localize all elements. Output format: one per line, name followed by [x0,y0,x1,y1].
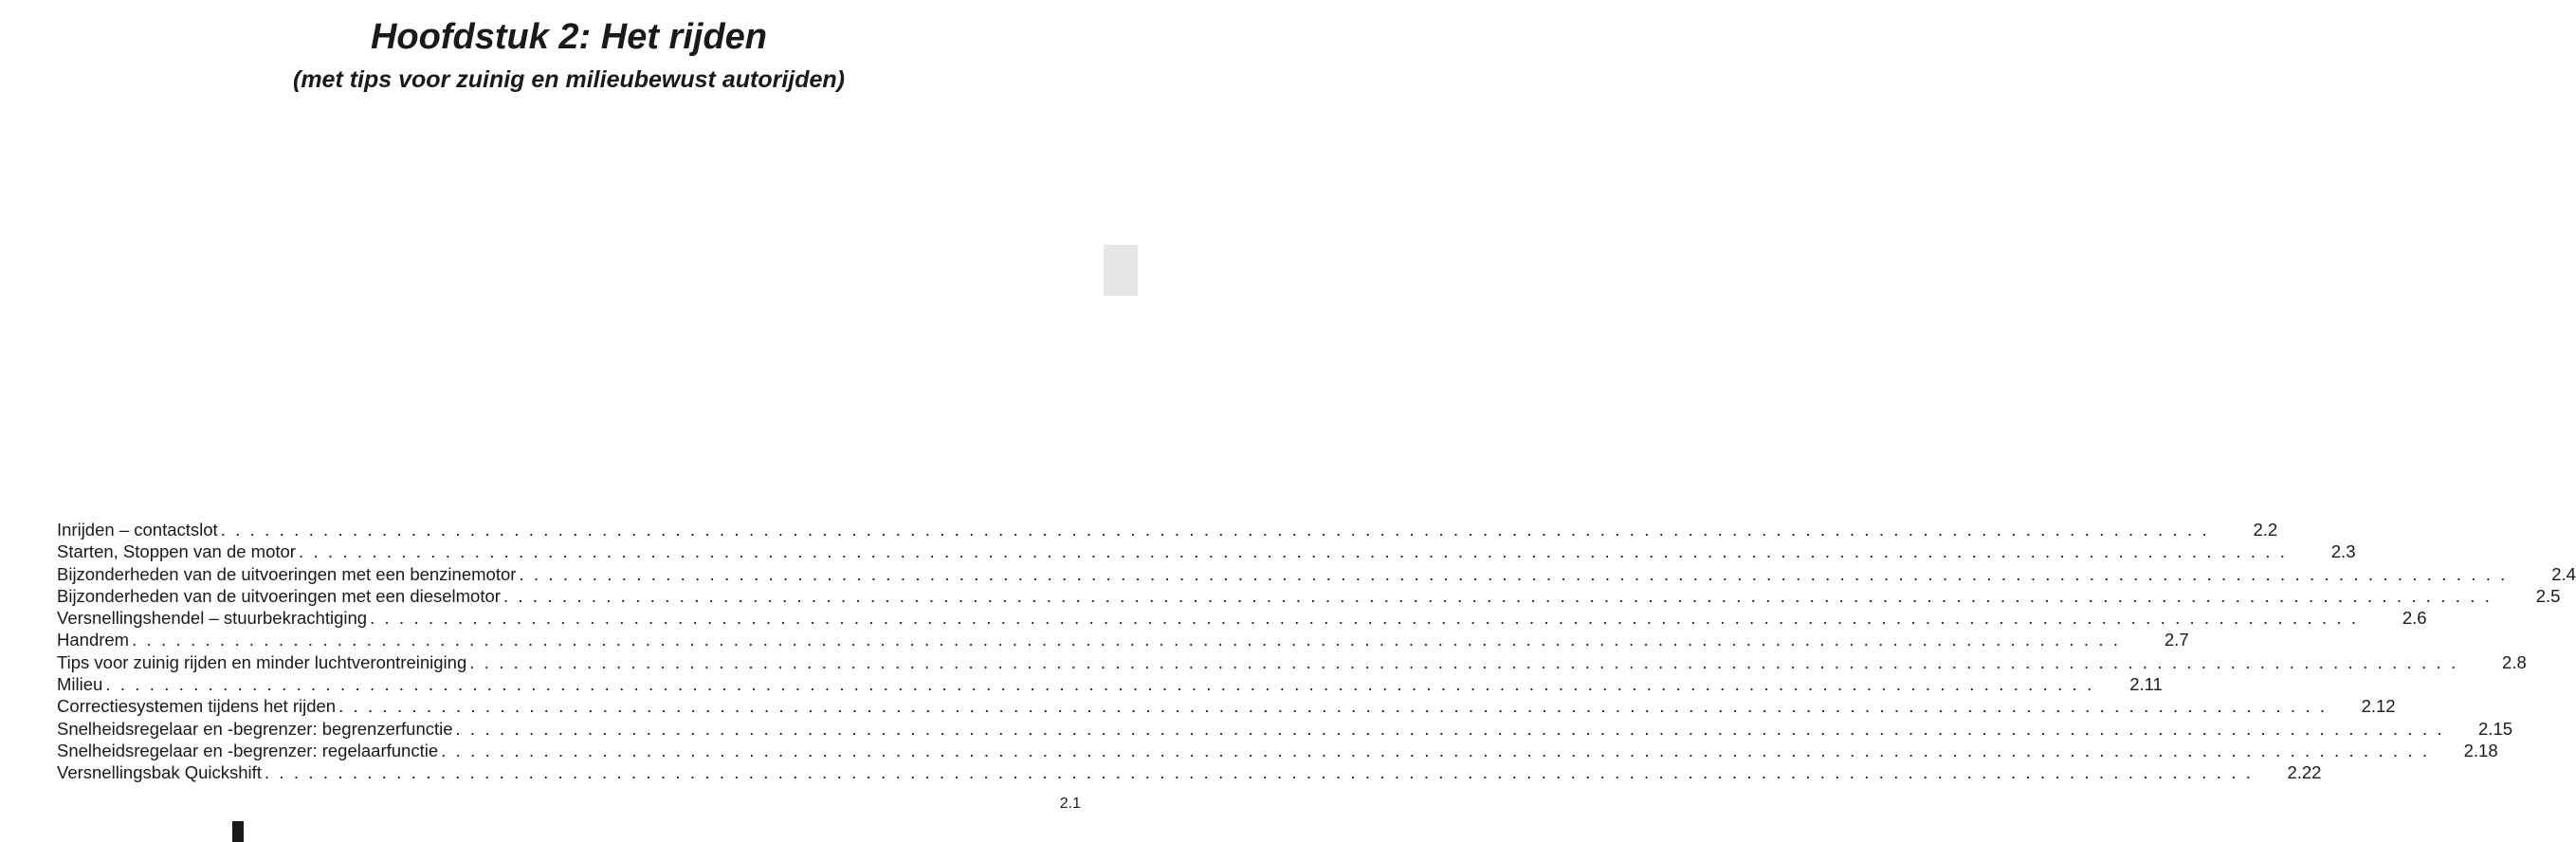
toc-dot-leader: . . . . . . . . . . . . . . . . . . . . . . . . . . . . . . . . . . . . . . . . . . . . . . . . . . . . . . . . . . . . . . . . . . . . . . . . . . . . . . . . . . . . . . . . . . . . . . . . . . . . . . . . . . . . . . . . . . . . . . . . . . . . . . . . . . . . . . . . [338,696,2328,717]
toc-entry[interactable] [57,563,2576,585]
toc-entry-label: Versnellingshendel – stuurbekrachtiging [57,608,368,629]
toc-entry-label: Milieu [57,674,103,695]
toc-dot-leader: . . . . . . . . . . . . . . . . . . . . . . . . . . . . . . . . . . . . . . . . . . . . . . . . . . . . . . . . . . . . . . . . . . . . . . . . . . . . . . . . . . . . . . . . . . . . . . . . . . . . . . . . . . . . . . . . . . . . . . . . . . . . . . . . . . . . . . . . [502,585,2493,606]
toc-entry-page: 2.15 [2478,718,2513,739]
toc-dot-leader: . . . . . . . . . . . . . . . . . . . . . . . . . . . . . . . . . . . . . . . . . . . . . . . . . . . . . . . . . . . . . . . . . . . . . . . . . . . . . . . . . . . . . . . . . . . . . . . . . . . . . . . . . . . . . . . . . . . . . . . . . . . . . . . . . . . . . . . . [298,541,2288,562]
toc-entry[interactable] [57,651,2527,673]
toc-dot-leader: . . . . . . . . . . . . . . . . . . . . . . . . . . . . . . . . . . . . . . . . . . . . . . . . . . . . . . . . . . . . . . . . . . . . . . . . . . . . . . . . . . . . . . . . . . . . . . . . . . . . . . . . . . . . . . . . . . . . . . . . . . . . . . . . . . . . . . . . [132,630,2121,650]
toc-entry-label: Snelheidsregelaar en -begrenzer: begrenzerfunctie [57,718,453,739]
toc-entry-page: 2.2 [2253,520,2278,540]
chapter-subtitle: (met tips voor zuinig en milieubewust autorijden) [293,66,845,93]
toc-entry[interactable] [57,673,2163,695]
toc-entry-page: 2.12 [2361,696,2396,717]
toc-entry-page: 2.8 [2502,651,2527,672]
toc-entry-page: 2.4 [2551,563,2576,584]
toc-entry[interactable] [57,695,2396,717]
page-number: 2.1 [1059,796,1081,812]
toc-entry-page: 2.3 [2330,541,2356,562]
toc-entry-label: Inrijden – contactslot [57,520,218,540]
chapter-tab-marker [1104,245,1138,296]
toc-entry-label: Versnellingsbak Quickshift [57,762,262,783]
chapter-title: Hoofdstuk 2: Het rijden [370,17,768,57]
toc-entry-label: Bijzonderheden van de uitvoeringen met een dieselmotor [57,585,501,606]
toc-dot-leader: . . . . . . . . . . . . . . . . . . . . . . . . . . . . . . . . . . . . . . . . . . . . . . . . . . . . . . . . . . . . . . . . . . . . . . . . . . . . . . . . . . . . . . . . . . . . . . . . . . . . . . . . . . . . . . . . . . . . . . . . . . . . . . . . . . . . . . . . [264,762,2254,783]
toc-entry-label: Starten, Stoppen van de motor [57,541,296,562]
toc-entry[interactable] [57,740,2498,761]
toc-entry[interactable] [57,629,2189,650]
toc-entry-label: Bijzonderheden van de uitvoeringen met een benzinemotor [57,563,517,584]
crop-mark [232,821,244,842]
toc-entry-page: 2.22 [2287,762,2322,783]
toc-entry[interactable] [57,718,2513,740]
table-of-contents [57,519,2576,784]
toc-entry-label: Handrem [57,630,130,650]
toc-entry[interactable] [57,519,2278,540]
toc-dot-leader: . . . . . . . . . . . . . . . . . . . . . . . . . . . . . . . . . . . . . . . . . . . . . . . . . . . . . . . . . . . . . . . . . . . . . . . . . . . . . . . . . . . . . . . . . . . . . . . . . . . . . . . . . . . . . . . . . . . . . . . . . . . . . . . . . . . . . . . . [370,608,2359,629]
toc-entry-page: 2.7 [2164,630,2189,650]
toc-dot-leader: . . . . . . . . . . . . . . . . . . . . . . . . . . . . . . . . . . . . . . . . . . . . . . . . . . . . . . . . . . . . . . . . . . . . . . . . . . . . . . . . . . . . . . . . . . . . . . . . . . . . . . . . . . . . . . . . . . . . . . . . . . . . . . . . . . . . . . . . [441,740,2430,760]
toc-dot-leader: . . . . . . . . . . . . . . . . . . . . . . . . . . . . . . . . . . . . . . . . . . . . . . . . . . . . . . . . . . . . . . . . . . . . . . . . . . . . . . . . . . . . . . . . . . . . . . . . . . . . . . . . . . . . . . . . . . . . . . . . . . . . . . . . . . . . . . . . [105,674,2094,695]
toc-entry-page: 2.6 [2402,608,2427,629]
toc-entry-page: 2.5 [2535,585,2561,606]
toc-entry[interactable] [57,540,2356,562]
toc-entry-label: Tips voor zuinig rijden en minder luchtverontreiniging [57,651,467,672]
toc-dot-leader: . . . . . . . . . . . . . . . . . . . . . . . . . . . . . . . . . . . . . . . . . . . . . . . . . . . . . . . . . . . . . . . . . . . . . . . . . . . . . . . . . . . . . . . . . . . . . . . . . . . . . . . . . . . . . . . . . . . . . . . . . . . . . . . . . . . . . . . . [455,718,2445,739]
toc-entry-label: Snelheidsregelaar en -begrenzer: regelaarfunctie [57,740,439,760]
toc-dot-leader: . . . . . . . . . . . . . . . . . . . . . . . . . . . . . . . . . . . . . . . . . . . . . . . . . . . . . . . . . . . . . . . . . . . . . . . . . . . . . . . . . . . . . . . . . . . . . . . . . . . . . . . . . . . . . . . . . . . . . . . . . . . . . . . . . . . . . . . . [519,563,2508,584]
toc-dot-leader: . . . . . . . . . . . . . . . . . . . . . . . . . . . . . . . . . . . . . . . . . . . . . . . . . . . . . . . . . . . . . . . . . . . . . . . . . . . . . . . . . . . . . . . . . . . . . . . . . . . . . . . . . . . . . . . . . . . . . . . . . . . . . . . . . . . . . . . . [469,651,2458,672]
toc-entry[interactable] [57,607,2427,629]
toc-dot-leader: . . . . . . . . . . . . . . . . . . . . . . . . . . . . . . . . . . . . . . . . . . . . . . . . . . . . . . . . . . . . . . . . . . . . . . . . . . . . . . . . . . . . . . . . . . . . . . . . . . . . . . . . . . . . . . . . . . . . . . . . . . . . . . . . . . . . . . . . [220,520,2210,540]
toc-entry-page: 2.11 [2129,674,2163,695]
toc-entry-label: Correctiesystemen tijdens het rijden [57,696,337,717]
toc-entry[interactable] [57,761,2322,783]
toc-entry-page: 2.18 [2463,740,2498,760]
toc-entry[interactable] [57,585,2561,607]
